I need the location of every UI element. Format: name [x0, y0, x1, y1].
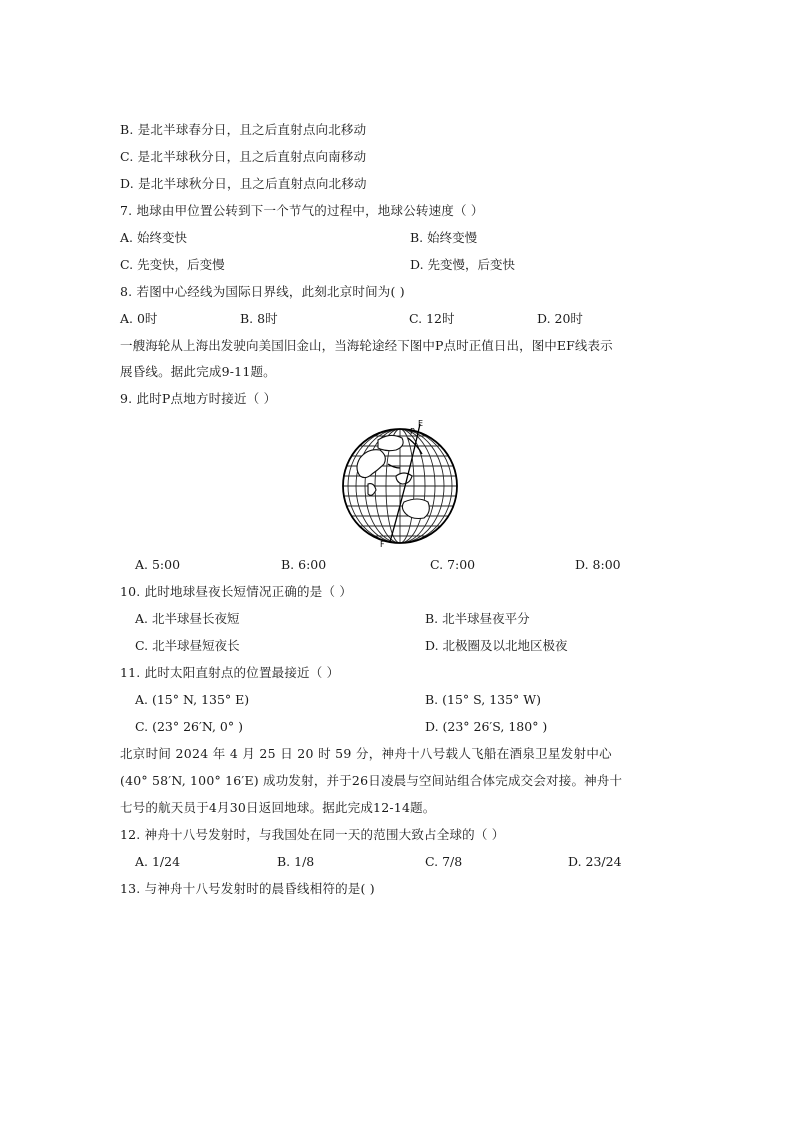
- q10-option-c: C. 北半球昼短夜长: [135, 638, 240, 653]
- q7-stem: 7. 地球由甲位置公转到下一个节气的过程中，地球公转速度（ ）: [120, 203, 484, 218]
- q8-option-b: B. 8时: [240, 311, 278, 326]
- passage-2-line-2: (40° 58′N, 100° 16′E) 成功发射，并于26日凌晨与空间站组合体完成交会对接。神舟十: [120, 773, 623, 788]
- q9-option-d: D. 8:00: [575, 557, 621, 572]
- label-p: P: [410, 427, 415, 436]
- q8-option-d: D. 20时: [537, 311, 583, 326]
- q10-stem: 10. 此时地球昼夜长短情况正确的是（ ）: [120, 584, 353, 599]
- q7-option-c: C. 先变快，后变慢: [120, 257, 225, 272]
- q6-option-b: B. 是北半球春分日，且之后直射点向北移动: [120, 122, 367, 137]
- q12-option-c: C. 7/8: [425, 854, 463, 869]
- q7-option-d: D. 先变慢，后变快: [410, 257, 516, 272]
- q10-option-d: D. 北极圈及以北地区极夜: [425, 638, 568, 653]
- q12-option-a: A. 1/24: [135, 854, 181, 869]
- globe-terminator-figure: [338, 418, 464, 548]
- q12-stem: 12. 神舟十八号发射时，与我国处在同一天的范围大致占全球的（ ）: [120, 827, 505, 842]
- label-e: E: [418, 419, 424, 428]
- passage-2-line-1: 北京时间 2024 年 4 月 25 日 20 时 59 分，神舟十八号载人飞船在酒泉卫星发射中心: [120, 746, 612, 761]
- q11-option-b: B. (15° S, 135° W): [425, 692, 542, 707]
- q11-option-a: A. (15° N, 135° E): [135, 692, 250, 707]
- q12-option-b: B. 1/8: [277, 854, 315, 869]
- q11-option-d: D. (23° 26′S, 180° ): [425, 719, 548, 734]
- q12-option-d: D. 23/24: [568, 854, 622, 869]
- q11-stem: 11. 此时太阳直射点的位置最接近（ ）: [120, 665, 340, 680]
- q10-option-b: B. 北半球昼夜平分: [425, 611, 530, 626]
- q8-option-c: C. 12时: [409, 311, 455, 326]
- q8-stem: 8. 若图中心经线为国际日界线，此刻北京时间为( ): [120, 284, 405, 299]
- label-f: F: [380, 540, 385, 548]
- q9-option-a: A. 5:00: [135, 557, 181, 572]
- q6-option-c: C. 是北半球秋分日，且之后直射点向南移动: [120, 149, 367, 164]
- q9-option-b: B. 6:00: [281, 557, 327, 572]
- q11-option-c: C. (23° 26′N, 0° ): [135, 719, 243, 734]
- q7-option-b: B. 始终变慢: [410, 230, 478, 245]
- q10-option-a: A. 北半球昼长夜短: [135, 611, 240, 626]
- passage-1-line-2: 展昏线。据此完成9-11题。: [120, 364, 276, 379]
- passage-2-line-3: 七号的航天员于4月30日返回地球。据此完成12-14题。: [120, 800, 436, 815]
- q9-stem: 9. 此时P点地方时接近（ ）: [120, 391, 277, 406]
- q7-option-a: A. 始终变快: [120, 230, 187, 245]
- passage-1-line-1: 一艘海轮从上海出发驶向美国旧金山，当海轮途经下图中P点时正值日出，图中EF线表示: [120, 338, 613, 353]
- q6-option-d: D. 是北半球秋分日，且之后直射点向北移动: [120, 176, 367, 191]
- q13-stem: 13. 与神舟十八号发射时的晨昏线相符的是( ): [120, 881, 375, 896]
- q8-option-a: A. 0时: [120, 311, 158, 326]
- q9-option-c: C. 7:00: [430, 557, 476, 572]
